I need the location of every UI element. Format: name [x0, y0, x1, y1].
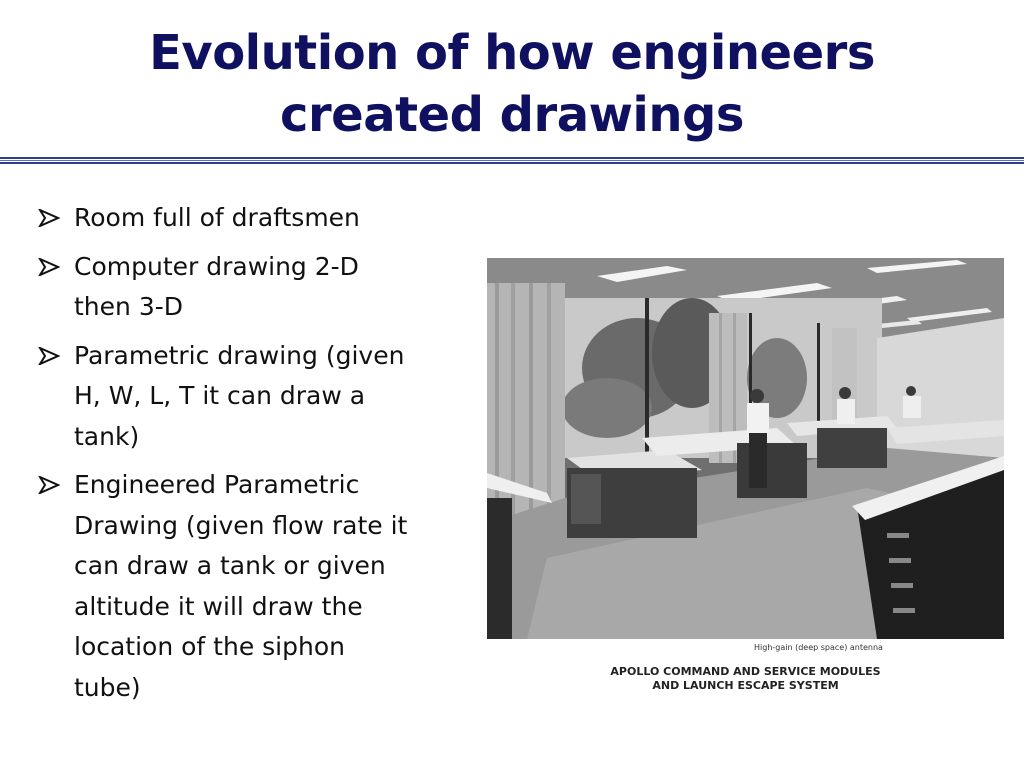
- caption-line-2: AND LAUNCH ESCAPE SYSTEM: [652, 679, 839, 692]
- bullet-text: tank): [74, 421, 140, 451]
- bullet-list: [38, 198, 468, 716]
- bullet-text: altitude it will draw the: [74, 591, 363, 621]
- drafting-room-illustration: [487, 258, 1004, 639]
- bullet-text: Room full of draftsmen: [74, 203, 360, 232]
- slide-title-line-1: Evolution of how engineers: [149, 25, 875, 81]
- slide-title-line-2: created drawings: [280, 87, 744, 143]
- arrowhead-bullet-icon: [38, 258, 60, 276]
- drafting-room-photo: [487, 258, 1004, 639]
- bullet-item-computer-drawing: [38, 247, 468, 328]
- slide-title: [40, 22, 984, 146]
- arrowhead-bullet-icon: [38, 476, 60, 494]
- bullet-text: Drawing (given flow rate it: [74, 510, 408, 540]
- bullet-text: location of the siphon: [74, 632, 345, 661]
- bullet-text: Engineered Parametric: [74, 470, 360, 499]
- bullet-text: Parametric drawing (given: [74, 340, 405, 370]
- bullet-item-parametric-drawing: [38, 336, 468, 458]
- bullet-text: can draw a tank or given: [74, 551, 386, 580]
- bullet-item-engineered-parametric: [38, 465, 468, 708]
- bullet-text: tube): [74, 672, 141, 702]
- image-caption: [487, 639, 1004, 699]
- title-divider: [0, 157, 1024, 164]
- bullet-text: then 3-D: [74, 292, 183, 321]
- caption-line-1: APOLLO COMMAND AND SERVICE MODULES: [610, 665, 881, 678]
- bullet-text: H, W, L, T it can draw a: [74, 381, 366, 410]
- arrowhead-bullet-icon: [38, 347, 60, 365]
- caption-antenna-label: High-gain (deep space) antenna: [754, 643, 883, 652]
- bullet-text: Computer drawing 2-D: [74, 251, 359, 281]
- bullet-item-draftsmen: [38, 198, 468, 239]
- arrowhead-bullet-icon: [38, 209, 60, 227]
